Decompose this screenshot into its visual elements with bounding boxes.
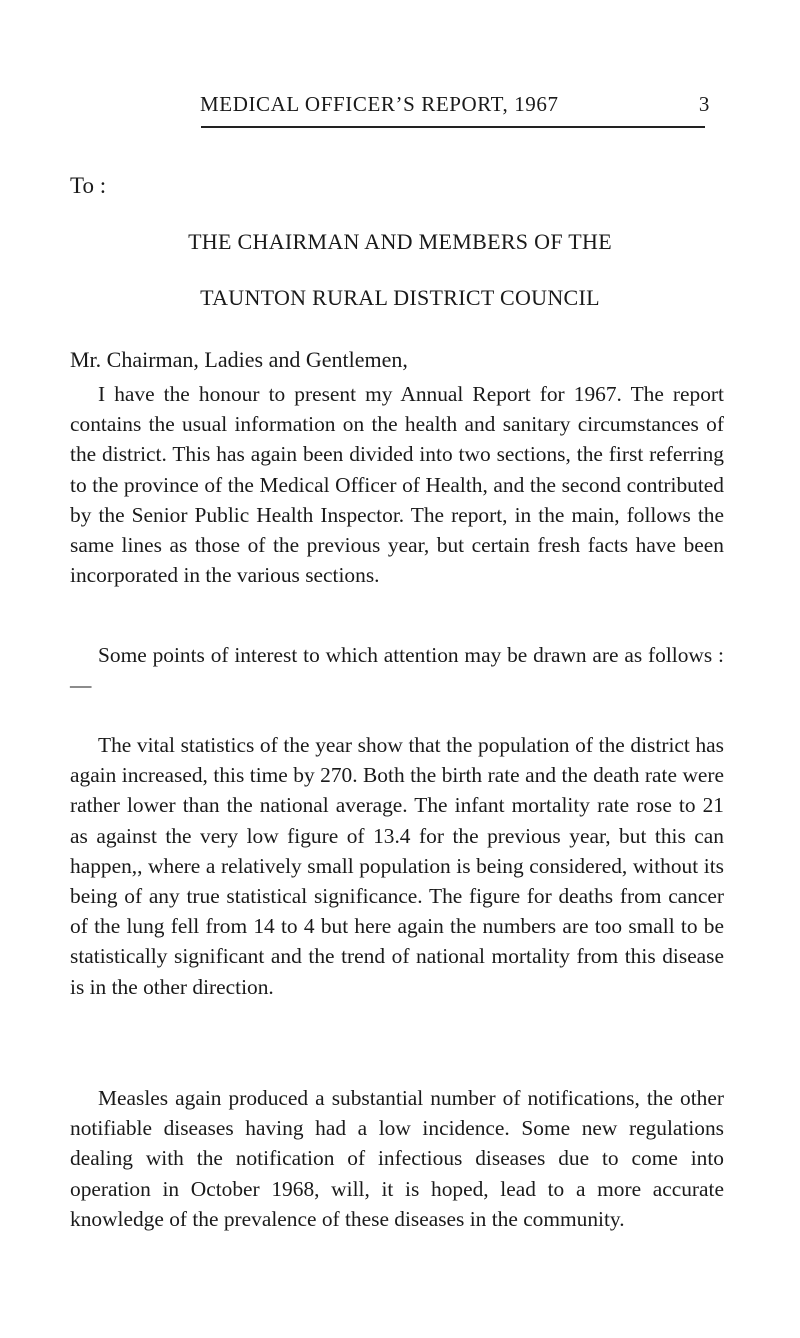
header-rule <box>201 126 705 128</box>
paragraph-report-intro <box>70 379 724 590</box>
greeting: Mr. Chairman, Ladies and Gentlemen, <box>70 347 408 372</box>
running-title: MEDICAL OFFICER’S REPORT, 1967 <box>200 92 559 116</box>
to-label: To : <box>70 173 107 198</box>
paragraph-measles <box>70 1083 724 1234</box>
addressee-line-1: THE CHAIRMAN AND MEMBERS OF THE <box>188 229 612 254</box>
running-header <box>200 92 720 122</box>
paragraph-text: The vital statistics of the year show that the population of the district has again increased, this time by 270. Both the birth rate and the death rate were rather lower than the national average. The infant mortality rate rose to 21 as against the very low figure of 13.4 for the previous year, but this can happen,, where a relatively small population is being considered, without its being of any true statistical significance. The figure for deaths from cancer of the lung fell from 14 to 4 but here again the numbers are too small to be statistically significant and the trend of national mortality from this disease is in the other direction. <box>70 733 724 999</box>
page-number: 3 <box>698 92 710 116</box>
paragraph-vital-statistics <box>70 730 724 1002</box>
paragraph-text: Some points of interest to which attention may be drawn are as follows :— <box>70 643 724 698</box>
paragraph-text: I have the honour to present my Annual Report for 1967. The report contains the usual information on the health and sanitary circumstances of the district. This has again been divided into two sections, the first referring to the province of the Medical Officer of Health, and the second contributed by the Senior Public Health Inspector. The report, in the main, follows the same lines as those of the previous year, but certain fresh facts have been incorporated in the various sections. <box>70 382 724 588</box>
paragraph-points-of-interest <box>70 640 724 700</box>
paragraph-text: Measles again produced a substantial number of notifications, the other notifiable diseases having had a low incidence. Some new regulations dealing with the notification of infectious diseases due to come into operation in October 1968, will, it is hoped, lead to a more accurate knowledge of the prevalence of these diseases in the community. <box>70 1086 724 1231</box>
addressee-line-2: TAUNTON RURAL DISTRICT COUNCIL <box>200 285 600 310</box>
